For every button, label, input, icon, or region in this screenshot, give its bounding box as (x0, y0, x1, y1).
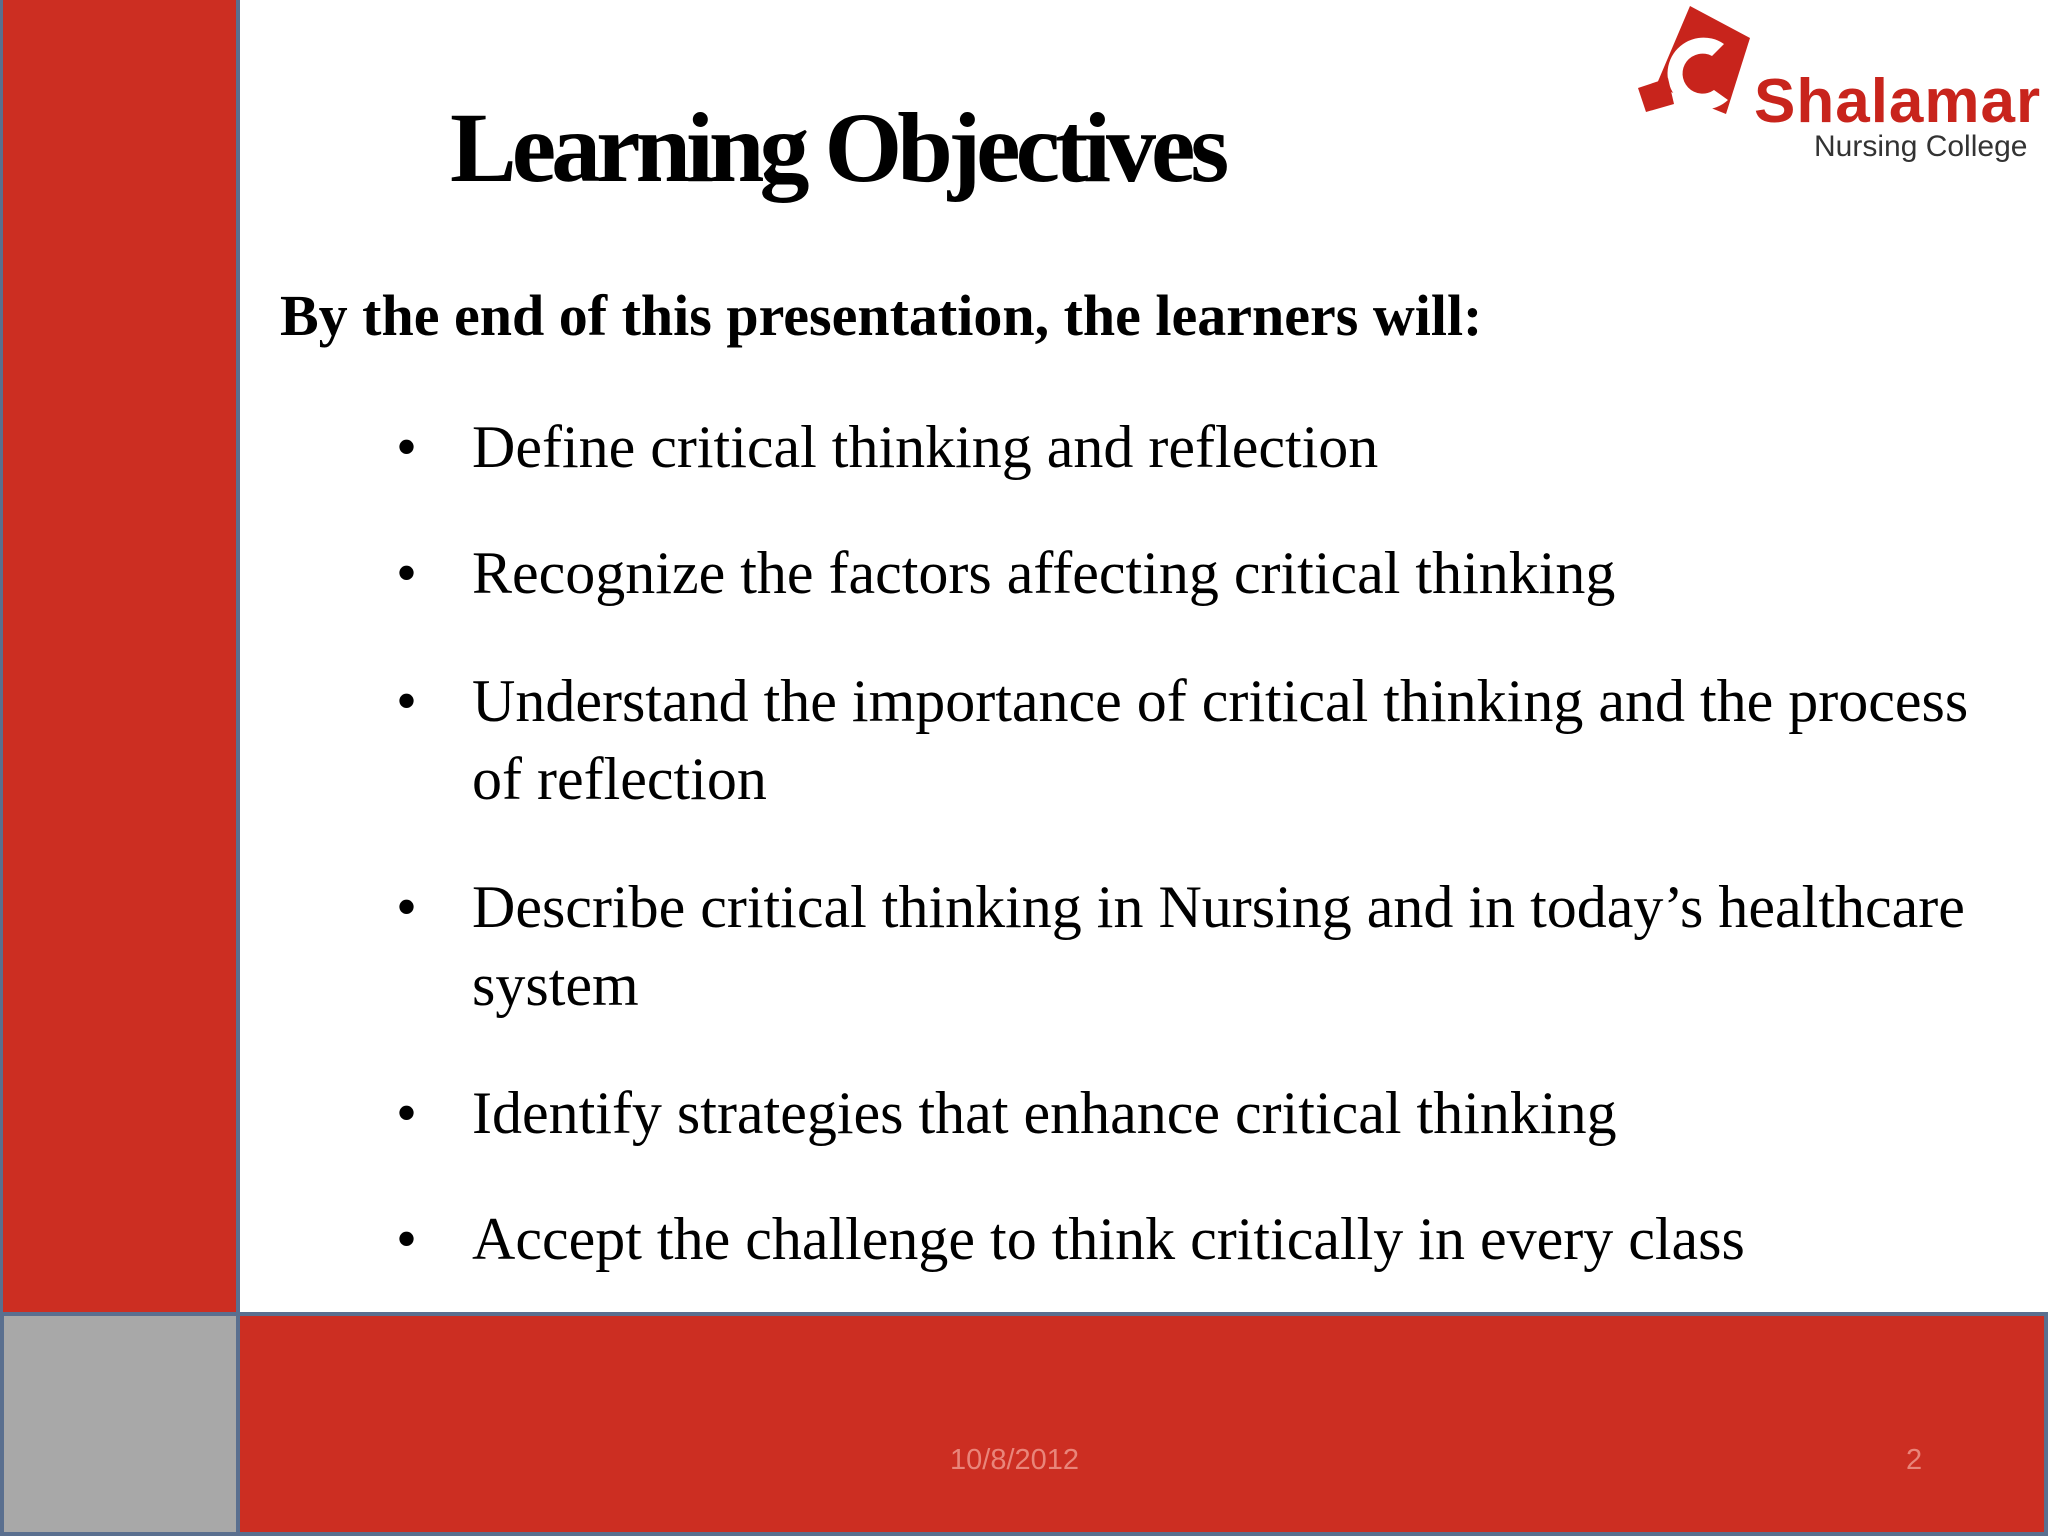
list-item (396, 534, 1972, 612)
logo-subtitle: Nursing College (1814, 130, 2028, 163)
bullet-icon: • (396, 668, 418, 734)
list-item (396, 868, 1972, 1024)
shalamar-logo (1628, 4, 2040, 174)
bullet-icon: • (396, 874, 418, 940)
list-item (396, 1074, 1972, 1152)
list-item (396, 662, 1972, 818)
corner-square (0, 1312, 240, 1536)
slide-title: Learning Objectives (450, 92, 1225, 203)
logo-name: Shalamar (1754, 67, 2042, 136)
intro-text: By the end of this presentation, the learners will: (280, 283, 1483, 348)
list-item-text: Recognize the factors affecting critical thinking (472, 540, 1616, 606)
footer-date: 10/8/2012 (950, 1444, 1080, 1476)
bullet-icon: • (396, 1206, 418, 1272)
left-accent-bar (0, 0, 240, 1312)
list-item-text: Describe critical thinking in Nursing and in today’s healthcare system (472, 874, 1965, 1018)
bullet-icon: • (396, 540, 418, 606)
slide-number: 2 (1906, 1444, 1923, 1476)
list-item (396, 1200, 1972, 1278)
list-item-text: Define critical thinking and reflection (472, 414, 1379, 480)
list-item-text: Accept the challenge to think critically in every class (472, 1206, 1745, 1272)
bullet-icon: • (396, 414, 418, 480)
list-item-text: Identify strategies that enhance critical thinking (472, 1080, 1617, 1146)
list-item-text: Understand the importance of critical thinking and the process of reflection (472, 668, 1969, 812)
list-item (396, 408, 1972, 486)
bottom-accent-bar (240, 1312, 2048, 1536)
bullet-icon: • (396, 1080, 418, 1146)
